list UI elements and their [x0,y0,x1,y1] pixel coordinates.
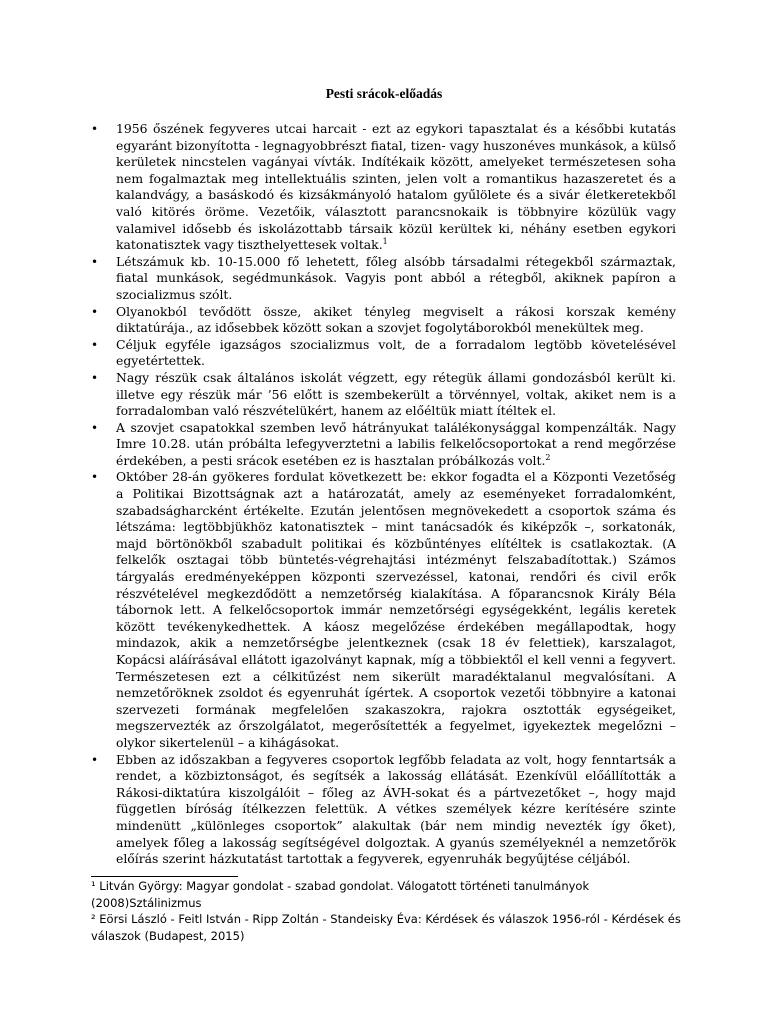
footnote-text: Litván György: Magyar gondolat - szabad gondolat. Válogatott történeti tanulmányok (2008)Sztálinizmus [91,879,590,910]
footnote-ref[interactable]: 1 [382,237,388,247]
bullet-icon: • [91,304,99,319]
list-item-text: Létszámuk kb. 10-15.000 fő lehetett, főleg alsóbb társadalmi rétegekből származtak, fiatal munkások, segédmunkások. Vagyis pont abból a rétegből, akiknek papíron a szocializmus szólt. [116,253,676,302]
list-item-text: Olyanokból tevődött össze, akiket tényleg megviselt a rákosi korszak kemény diktatúrája., az idősebbek között sokan a szovjet fogolytáborokból menekültek meg. [116,303,676,336]
footnotes [91,878,681,944]
footnote-text: Eörsi László - Feitl István - Ripp Zoltán - Standeisky Éva: Kérdések és válaszok 1956-ról - Kérdések és válaszok (Budapest, 2015) [91,912,681,943]
list-item [91,254,676,304]
list-item [91,420,676,470]
footnote-ref[interactable]: 2 [545,452,551,462]
list-item-text: A szovjet csapatokkal szemben levő hátrányukat találékonysággal kompenzálták. Nagy Imre 10.28. után próbálta lefegyverztetni a labilis felkelőcsoportokat a rend megőrzése érdekében, a pesti srácok esetében ez is hasztalan próbálkozás volt. [116,419,676,468]
list-item [91,469,676,751]
document-title: Pesti srácok-előadás [325,86,443,101]
list-item-text: Nagy részük csak általános iskolát végzett, egy rétegük állami gondozásból került ki. illetve egy részük már ’56 előtt is szembekerült a törvénnyel, voltak, akiket nem is a forradalomban való részvételükért, hanem az előéltük miatt ítéltek el. [116,369,676,419]
footnote-separator [91,876,238,877]
bullet-icon: • [91,470,99,485]
bullet-icon: • [91,254,99,269]
footnote-2 [91,911,681,944]
bullet-icon: • [91,337,99,352]
list-item [91,337,676,370]
list-item [91,752,676,868]
bullet-icon: • [91,122,99,136]
document-body [91,121,676,868]
list-item-text: Ebben az időszakban a fegyveres csoportok legfőbb feladata az volt, hogy fenntartsák a rendet, a közbiztonságot, és segítsék a lakosság ellátását. Ezenkívül előállították a Rákosi-diktatúra kiszolgálóit – főleg az ÁVH-sokat és a pártvezetőket –, hogy majd független bíróság ítélkezzen felettük. A vétkes személyek kézre kerítésére szinte mindenütt „különleges csoportok” alakultak (bár nem mindig nevezték így őket), amelyek főleg a lakosság segítségével dolgoztak. A gyanús személyeknél a nemzetőrök előírás szerint házkutatást tartottak a fegyverek, egyenruhák begyűjtése céljából. [116,751,676,867]
bullet-icon: • [91,752,99,767]
list-item [91,370,676,420]
list-item-text: 1956 őszének fegyveres utcai harcait - ezt az egykori tapasztalat és a későbbi kutatás egyaránt bizonyította - legnagyobbrészt fiatal, tizen- vagy huszonéves munkások, a külső kerületek nincstelen vagányai vívták. Indítékaik között, amelyeket természetesen soha nem fogalmaztak meg intellektuális szinten, jelen volt a romantikus hazaszeretet és a kalandvágy, a basáskodó és kizsákmányoló hatalom gyűlölete és a sivár életkeretekből való kitörés öröme. Vezetőik, választott parancsnokaik is többnyire közülük vagy valamivel idősebb és iskolázottabb társaik közül kerültek ki, néhány esetben egykori katonatisztek vagy tiszthelyettesek voltak. [116,121,676,253]
list-item-text: Céljuk egyféle igazságos szocializmus volt, de a forradalom legtöbb követelésével egyetértettek. [116,336,676,369]
list-item [91,304,676,337]
footnote-mark: ¹ [91,879,96,893]
list-item [91,121,676,254]
list-item-text: Október 28-án gyökeres fordulat következett be: ekkor fogadta el a Központi Vezetőség a Politikai Bizottságnak azt a határozatát, amely az eseményeket forradalomként, szabadságharcként értékelte. Ezután jelentősen megnövekedett a csoportok száma és létszáma: legtöbbjükhöz katonatisztek – mint tanácsadók és kiképzők –, sorkatonák, majd börtönökből szabadult politikai és közbűntényes elítéltek is csatlakoztak. (A felkelők osztagai több büntetés-végrehajtási intézményt felszabadítottak.) Számos tárgyalás eredményeképpen központi szervezéssel, katonai, rendőri és civil erők részvételével megkezdődött a nemzetőrség kialakítása. A főparancsnok Király Béla tábornok lett. A felkelőcsoportok immár nemzetőrségi egységekként, legális keretek között tevékenykedhettek. A káosz megelőzése érdekében megállapodtak, hogy mindazok, akik a nemzetőrségbe jelentkeznek (csak 18 év felettiek), karszalagot, Kopácsi aláírásával ellátott igazolványt kapnak, míg a többiektől el kell venni a fegyvert. Természetesen ezt a célkitűzést nem sikerült maradéktalanul megvalósítani. A nemzetőröknek zsoldot és egyenruhát ígértek. A csoportok vezetői többnyire a katonai szervezeti formának megfelelően szakaszokra, rajokra osztották egységeiket, megszervezték az őrszolgálatot, megerősítették a fegyelmet, igyekeztek megelőzni – olykor sikertelenül – a kihágásokat. [116,469,676,750]
footnote-1 [91,878,681,911]
bullet-icon: • [91,370,99,385]
bullet-list [91,121,676,868]
footnote-mark: ² [91,912,96,926]
bullet-icon: • [91,420,99,435]
